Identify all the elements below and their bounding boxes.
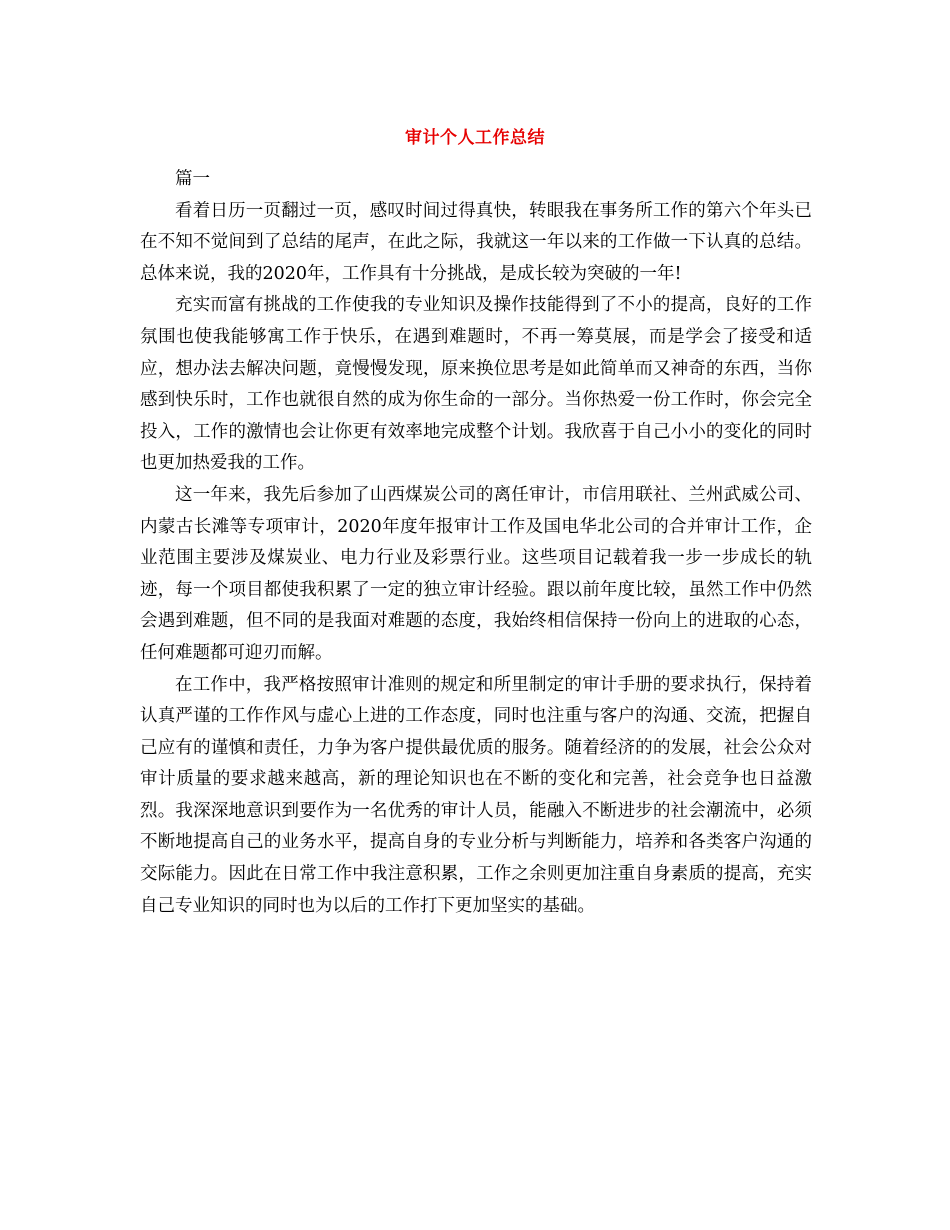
paragraph-4: 在工作中，我严格按照审计准则的规定和所里制定的审计手册的要求执行，保持着认真严谨的工作作风与虚心上进的工作态度，同时也注重与客户的沟通、交流，把握自己应有的谨慎和责任，力争为客户提供最优质的服务。随着经济的的发展，社会公众对审计质量的要求越来越高，新的理论知识也在不断的变化和完善，社会竞争也日益激烈。我深深地意识到要作为一名优秀的审计人员，能融入不断进步的社会潮流中，必须不断地提高自己的业务水平，提高自身的专业分析与判断能力，培养和各类客户沟通的交际能力。因此在日常工作中我注意积累，工作之余则更加注重自身素质的提高，充实自己专业知识的同时也为以后的工作打下更加坚实的基础。 xyxy=(140,674,812,916)
paragraph-3: 这一年来，我先后参加了山西煤炭公司的离任审计，市信用联社、兰州武威公司、内蒙古长滩等专项审计，2020年度年报审计工作及国电华北公司的合并审计工作，企业范围主要涉及煤炭业、电力行业及彩票行业。这些项目记载着我一步一步成长的轨迹，每一个项目都使我积累了一定的独立审计经验。跟以前年度比较，虽然工作中仍然会遇到难题，但不同的是我面对难题的态度，我始终相信保持一份向上的进取的心态，任何难题都可迎刃而解。 xyxy=(140,484,812,663)
paragraph-1: 看着日历一页翻过一页，感叹时间过得真快，转眼我在事务所工作的第六个年头已在不知不觉间到了总结的尾声，在此之际，我就这一年以来的工作做一下认真的总结。总体来说，我的2020年，工作具有十分挑战，是成长较为突破的一年! xyxy=(140,200,812,284)
paragraph-2: 充实而富有挑战的工作使我的专业知识及操作技能得到了不小的提高，良好的工作氛围也使我能够寓工作于快乐，在遇到难题时，不再一筹莫展，而是学会了接受和适应，想办法去解决问题，竟慢慢发现，原来换位思考是如此简单而又神奇的东西，当你感到快乐时，工作也就很自然的成为你生命的一部分。当你热爱一份工作时，你会完全投入，工作的激情也会让你更有效率地完成整个计划。我欣喜于自己小小的变化的同时也更加热爱我的工作。 xyxy=(140,295,812,474)
document-body xyxy=(140,164,812,922)
document-title: 审计个人工作总结 xyxy=(405,128,545,148)
section-heading: 篇一 xyxy=(175,169,210,189)
